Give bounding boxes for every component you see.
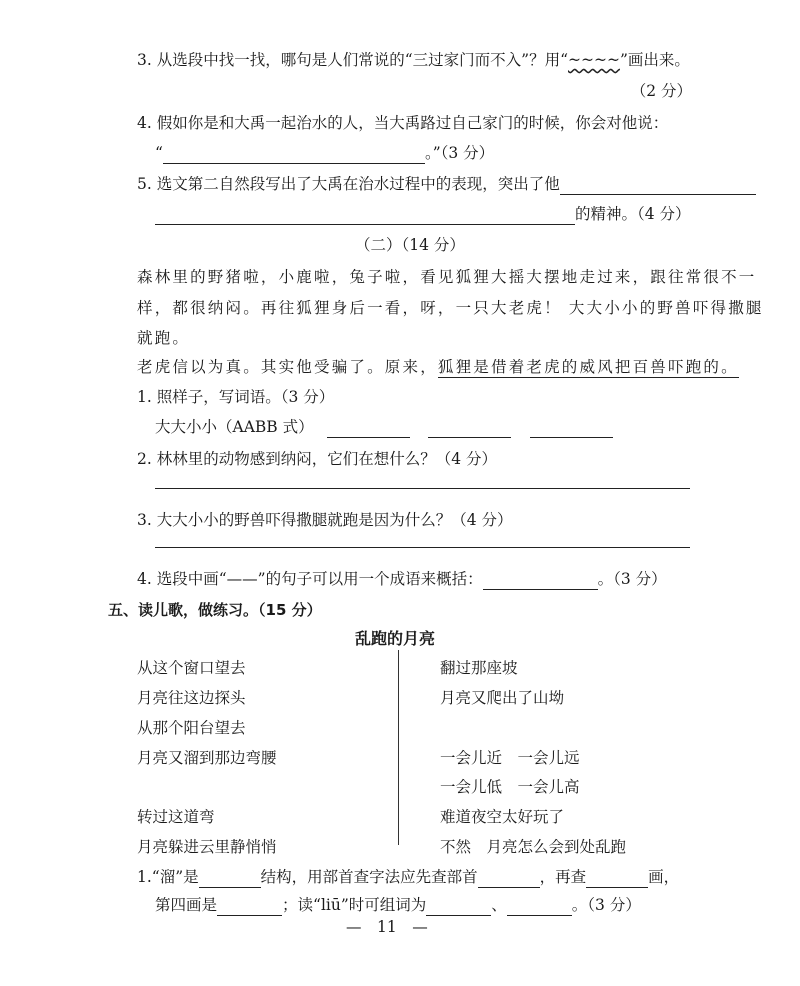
- question-3-score: （2 分）: [630, 82, 692, 100]
- s2-question-4: 4. 选段中画“——”的句子可以用一个成语来概括： 。（3 分）: [137, 570, 667, 588]
- poem-right-4: 一会儿低 一会儿高: [440, 778, 580, 796]
- question-3-text-a: 3. 从选段中找一找，哪句是人们常说的“三过家门而不入”？用“: [137, 51, 568, 69]
- structure-blank[interactable]: [199, 869, 261, 888]
- word-blank-b[interactable]: [507, 897, 572, 916]
- poem-title: 乱跑的月亮: [355, 629, 436, 648]
- poem-right-3: 一会儿近 一会儿远: [440, 749, 580, 767]
- passage-para-2: 老虎信以为真。其实他受骗了。原来，狐狸是借着老虎的威风把百兽吓跑的。: [137, 358, 739, 376]
- answer-blank[interactable]: [163, 145, 425, 164]
- poem-right-1: 翻过那座坡: [440, 659, 518, 677]
- question-5: 5. 选文第二自然段写出了大禹在治水过程中的表现，突出了他: [137, 173, 756, 195]
- answer-blank[interactable]: [155, 206, 575, 225]
- question-4-answer-line: “ 。”（3 分）: [155, 144, 495, 162]
- underlined-sentence: 狐狸是借着老虎的威风把百兽吓跑的。: [437, 358, 739, 376]
- question-3: [137, 49, 690, 71]
- word-blank-2[interactable]: [428, 419, 511, 438]
- poem-left-2: 月亮往这边探头: [137, 689, 246, 707]
- stroke-count-blank[interactable]: [586, 869, 648, 888]
- s2-question-3: 3. 大大小小的野兽吓得撒腿就跑是因为什么？（4 分）: [137, 511, 513, 529]
- poem-left-5: 转过这道弯: [137, 808, 215, 826]
- radical-blank[interactable]: [478, 869, 540, 888]
- section-2-title: （二）（14 分）: [355, 236, 465, 254]
- word-blank-a[interactable]: [426, 897, 491, 916]
- poem-right-5: 难道夜空太好玩了: [440, 808, 565, 826]
- poem-left-3: 从那个阳台望去: [137, 719, 246, 737]
- idiom-blank[interactable]: [483, 571, 598, 590]
- question-5-line-2: 的精神。（4 分）: [155, 203, 691, 225]
- answer-line[interactable]: [155, 487, 690, 489]
- answer-blank[interactable]: [560, 176, 756, 195]
- fourth-stroke-blank[interactable]: [217, 897, 282, 916]
- s2-question-2: 2. 林林里的动物感到纳闷，它们在想什么？（4 分）: [137, 450, 498, 468]
- page-number: — 11 —: [346, 918, 428, 936]
- poem-right-2: 月亮又爬出了山坳: [440, 689, 565, 707]
- poem-left-1: 从这个窗口望去: [137, 659, 246, 677]
- passage-para-1-line-3: 就跑。: [137, 329, 191, 347]
- section-5-heading: 五、读儿歌，做练习。（15 分）: [108, 601, 322, 619]
- passage-para-1-line-2: 样，都很纳闷。再往狐狸身后一看，呀，一只大老虎！ 大大小小的野兽吓得撒腿: [137, 299, 764, 317]
- answer-line[interactable]: [155, 546, 690, 548]
- word-blank-3[interactable]: [530, 419, 613, 438]
- poem-divider: [398, 650, 399, 845]
- question-4: 4. 假如你是和大禹一起治水的人，当大禹路过自己家门的时候，你会对他说：: [137, 114, 669, 132]
- word-blank-1[interactable]: [327, 419, 410, 438]
- wavy-mark: ~~~~: [568, 51, 620, 69]
- poem-left-4: 月亮又溜到那边弯腰: [137, 749, 277, 767]
- passage-para-1-line-1: 森林里的野猪啦，小鹿啦，兔子啦，看见狐狸大摇大摆地走过来，跟往常很不一: [137, 268, 757, 286]
- s2-question-1: 1. 照样子，写词语。（3 分）: [137, 388, 335, 406]
- s2-question-1-example: 大大小小（AABB 式）: [155, 416, 613, 438]
- s5-question-1: 1.“溜”是 结构，用部首查字法应先查部首 ，再查 画，: [137, 868, 680, 886]
- poem-right-6: 不然 月亮怎么会到处乱跑: [440, 838, 627, 856]
- poem-left-6: 月亮躲进云里静悄悄: [137, 838, 277, 856]
- s5-question-1-line-2: 第四画是 ；读“liū”时可组词为 、 。（3 分）: [155, 896, 641, 914]
- question-3-text-b: ”画出来。: [619, 51, 690, 69]
